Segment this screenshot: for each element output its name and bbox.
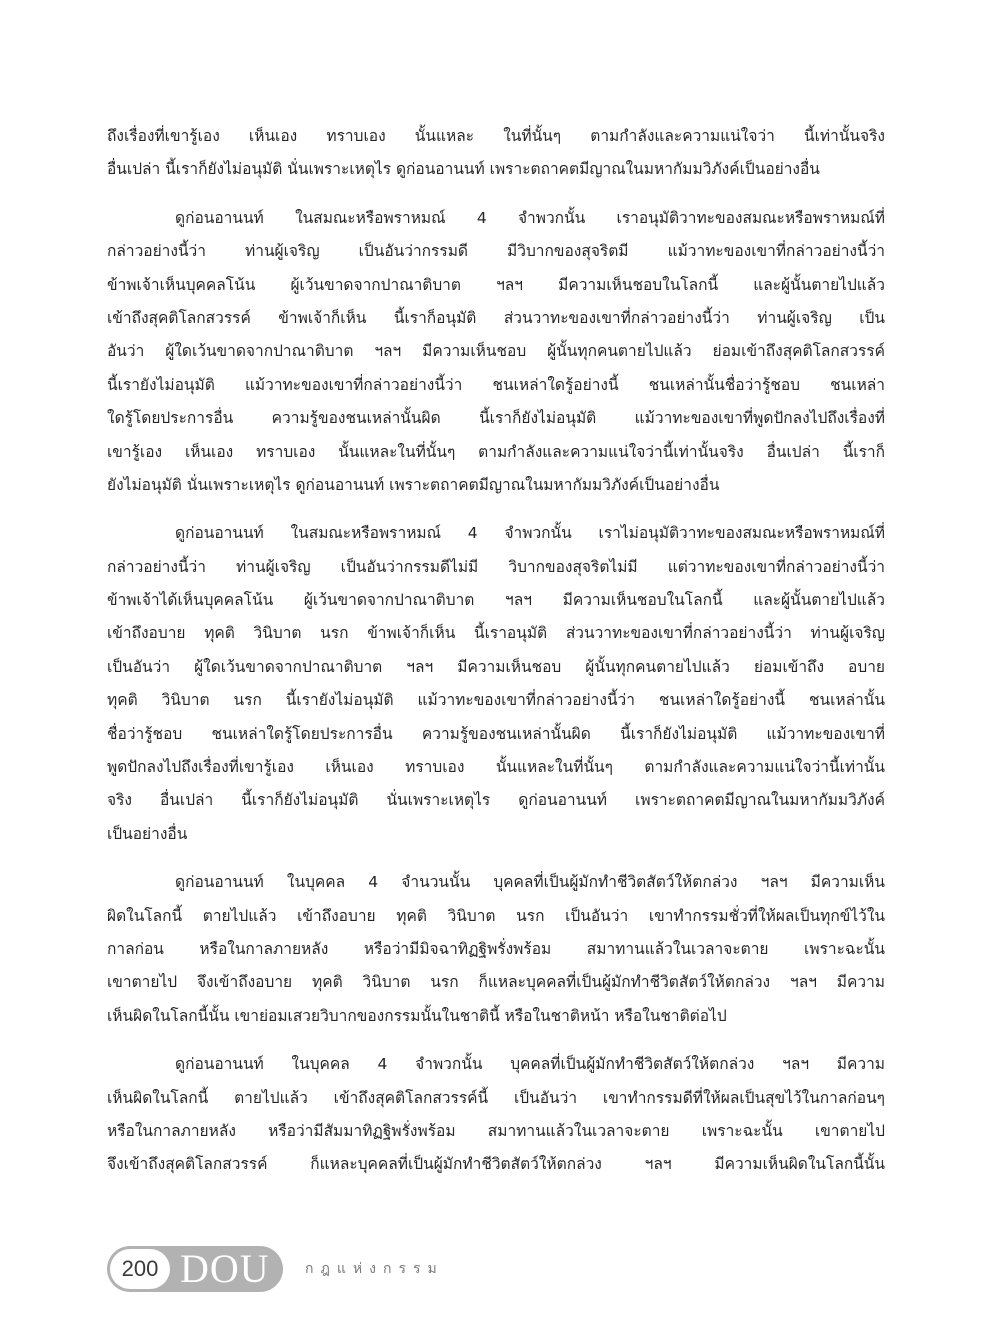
text-line: ยังไม่อนุมัติ นั่นเพราะเหตุไร ดูก่อนอานนท์ เพราะตถาคตมีญาณในมหากัมมวิภังค์เป็นอย่างอื่น xyxy=(107,475,720,494)
text-line: กาลก่อน หรือในกาลภายหลัง หรือว่ามีมิจฉาทิฏฐิพรั่งพร้อม สมาทานแล้วในเวลาจะตาย เพราะฉะนั้น xyxy=(107,939,885,958)
page-footer xyxy=(107,1245,444,1293)
text-line: ทุคติ วินิบาต นรก นี้เรายังไม่อนุมัติ แม้วาทะของเขาที่กล่าวอย่างนี้ว่า ชนเหล่าใดรู้อย่างนี้ ชนเหล่านั้น xyxy=(107,691,885,710)
text-line: อื่นเปล่า นี้เราก็ยังไม่อนุมัติ นั่นเพราะเหตุไร ดูก่อนอานนท์ เพราะตถาคตมีญาณในมหากัมมวิภังค์เป็นอย่างอื่น xyxy=(107,160,820,179)
paragraph-5 xyxy=(107,1048,885,1182)
text-line: กล่าวอย่างนี้ว่า ท่านผู้เจริญ เป็นอันว่ากรรมดี มีวิบากของสุจริตมี แม้วาทะของเขาที่กล่าวอย่างนี้ว่า xyxy=(107,242,885,261)
text-line: กล่าวอย่างนี้ว่า ท่านผู้เจริญ เป็นอันว่ากรรมดีไม่มี วิบากของสุจริตไม่มี แต่วาทะของเขาที่กล่าวอย่างนี้ว่า xyxy=(107,557,885,576)
body-text xyxy=(107,120,885,1197)
text-line: ดูก่อนอานนท์ ในบุคคล 4 จำนวนนั้น บุคคลที่เป็นผู้มักทำชีวิตสัตว์ให้ตกล่วง ฯลฯ มีความเห็น xyxy=(175,873,885,892)
text-line: เป็นอันว่า ผู้ใดเว้นขาดจากปาณาติบาต ฯลฯ มีความเห็นชอบ ผู้นั้นทุกคนตายไปแล้ว ย่อมเข้าถึง อบาย xyxy=(107,657,885,676)
text-line: เขาตายไป จึงเข้าถึงอบาย ทุคติ วินิบาต นรก ก็แหละบุคคลที่เป็นผู้มักทำชีวิตสัตว์ให้ตกล่วง ฯลฯ มีความ xyxy=(107,973,885,992)
text-line: ข้าพเจ้าได้เห็นบุคคลโน้น ผู้เว้นขาดจากปาณาติบาต ฯลฯ มีความเห็นชอบในโลกนี้ และผู้นั้นตายไปแล้ว xyxy=(107,591,885,610)
text-line: ชื่อว่ารู้ชอบ ชนเหล่าใดรู้โดยประการอื่น ความรู้ของชนเหล่านั้นผิด นี้เราก็ยังไม่อนุมัติ แม้วาทะของเขาที่ xyxy=(107,724,885,743)
paragraph-3 xyxy=(107,517,885,851)
text-line: เข้าถึงสุคติโลกสวรรค์ ข้าพเจ้าก็เห็น นี้เราก็อนุมัติ ส่วนวาทะของเขาที่กล่าวอย่างนี้ว่า ท่านผู้เจริญ เป็น xyxy=(107,308,885,327)
paragraph-2 xyxy=(107,202,885,503)
footer-badge xyxy=(107,1246,283,1292)
text-line: ข้าพเจ้าเห็นบุคคลโน้น ผู้เว้นขาดจากปาณาติบาต ฯลฯ มีความเห็นชอบในโลกนี้ และผู้นั้นตายไปแล้ว xyxy=(107,275,885,294)
text-line: เห็นผิดในโลกนี้ ตายไปแล้ว เข้าถึงสุคติโลกสวรรค์นี้ เป็นอันว่า เขาทำกรรมดีที่ให้ผลเป็นสุขไว้ในกาลก่อนๆ xyxy=(107,1088,885,1107)
dou-logo: DOU xyxy=(180,1246,270,1291)
text-line: จริง อื่นเปล่า นี้เราก็ยังไม่อนุมัติ นั่นเพราะเหตุไร ดูก่อนอานนท์ เพราะตถาคตมีญาณในมหากัมมวิภังค์ xyxy=(107,791,885,810)
text-line: หรือในกาลภายหลัง หรือว่ามีสัมมาทิฏฐิพรั่งพร้อม สมาทานแล้วในเวลาจะตาย เพราะฉะนั้น เขาตายไป xyxy=(107,1121,885,1140)
paragraph-4 xyxy=(107,866,885,1033)
paragraph-1 xyxy=(107,120,885,187)
text-line: ดูก่อนอานนท์ ในสมณะหรือพราหมณ์ 4 จำพวกนั้น เราอนุมัติวาทะของสมณะหรือพราหมณ์ที่ xyxy=(175,208,885,227)
text-line: เข้าถึงอบาย ทุคติ วินิบาต นรก ข้าพเจ้าก็เห็น นี้เราอนุมัติ ส่วนวาทะของเขาที่กล่าวอย่างนี้ว่า ท่านผู้เจริญ xyxy=(107,624,885,643)
text-line: ถึงเรื่องที่เขารู้เอง เห็นเอง ทราบเอง นั้นแหละ ในที่นั้นๆ ตามกำลังและความแน่ใจว่า นี้เท่านั้นจริง xyxy=(107,127,885,145)
page-number: 200 xyxy=(110,1249,170,1289)
text-line: เป็นอย่างอื่น xyxy=(107,824,188,843)
text-line: พูดปักลงไปถึงเรื่องที่เขารู้เอง เห็นเอง ทราบเอง นั้นแหละในที่นั้นๆ ตามกำลังและความแน่ใจว่านี้เท่านั้น xyxy=(107,758,885,777)
text-line: ผิดในโลกนี้ ตายไปแล้ว เข้าถึงอบาย ทุคติ วินิบาต นรก เป็นอันว่า เขาทำกรรมชั่วที่ให้ผลเป็นทุกข์ไว้ใน xyxy=(107,906,885,925)
text-line: จึงเข้าถึงสุคติโลกสวรรค์ ก็แหละบุคคลที่เป็นผู้มักทำชีวิตสัตว์ให้ตกล่วง ฯลฯ มีความเห็นผิดในโลกนี้นั้น xyxy=(107,1155,885,1174)
text-line: เขารู้เอง เห็นเอง ทราบเอง นั้นแหละในที่นั้นๆ ตามกำลังและความแน่ใจว่านี้เท่านั้นจริง อื่นเปล่า นี้เราก็ xyxy=(107,442,885,461)
text-line: นี้เรายังไม่อนุมัติ แม้วาทะของเขาที่กล่าวอย่างนี้ว่า ชนเหล่าใดรู้อย่างนี้ ชนเหล่านั้นชื่อว่ารู้ชอบ ชนเหล่า xyxy=(107,375,885,394)
text-line: ดูก่อนอานนท์ ในสมณะหรือพราหมณ์ 4 จำพวกนั้น เราไม่อนุมัติวาทะของสมณะหรือพราหมณ์ที่ xyxy=(175,524,885,543)
book-title: กฎแห่งกรรม xyxy=(305,1261,444,1277)
text-line: ดูก่อนอานนท์ ในบุคคล 4 จำพวกนั้น บุคคลที่เป็นผู้มักทำชีวิตสัตว์ให้ตกล่วง ฯลฯ มีความ xyxy=(175,1055,885,1074)
text-line: อันว่า ผู้ใดเว้นขาดจากปาณาติบาต ฯลฯ มีความเห็นชอบ ผู้นั้นทุกคนตายไปแล้ว ย่อมเข้าถึงสุคติโลกสวรรค์ xyxy=(107,342,885,361)
text-line: ใดรู้โดยประการอื่น ความรู้ของชนเหล่านั้นผิด นี้เราก็ยังไม่อนุมัติ แม้วาทะของเขาที่พูดปักลงไปถึงเรื่องที่ xyxy=(107,409,885,428)
text-line: เห็นผิดในโลกนี้นั้น เขาย่อมเสวยวิบากของกรรมนั้นในชาตินี้ หรือในชาติหน้า หรือในชาติต่อไป xyxy=(107,1006,727,1025)
